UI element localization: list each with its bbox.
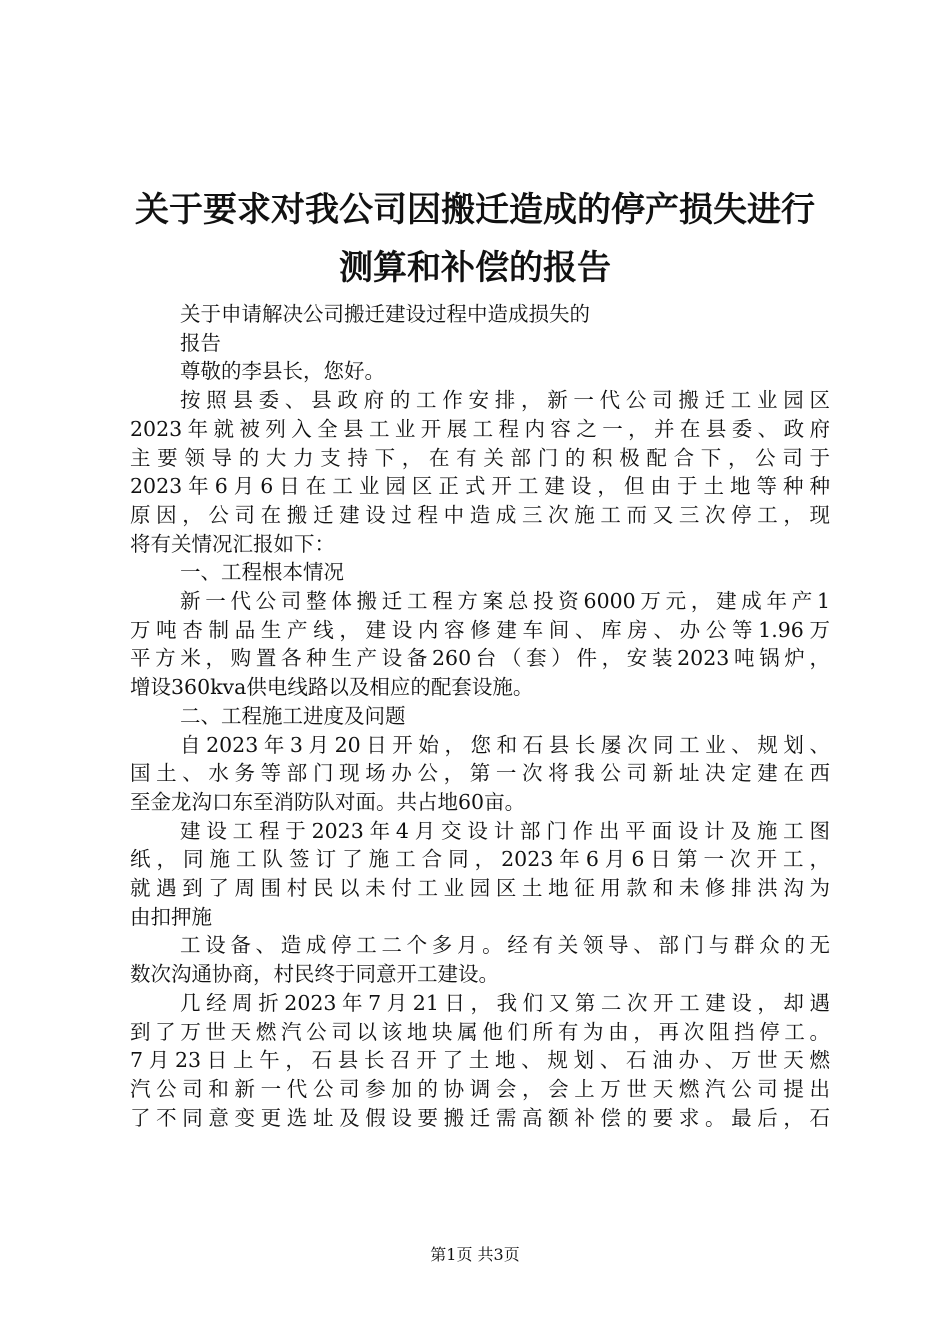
subtitle-line: 报告 xyxy=(180,330,221,355)
section-heading: 二、工程施工进度及问题 xyxy=(180,703,406,728)
salutation: 尊敬的李县长，您好。 xyxy=(180,359,385,384)
body-line: 主要领导的大力支持下，在有关部门的积极配合下，公司于 xyxy=(130,445,830,470)
body-line: 2023年6月6日在工业园区正式开工建设，但由于土地等种种 xyxy=(130,474,830,499)
body-line: 几经周折2023年7月21日，我们又第二次开工建设，却遇 xyxy=(180,990,830,1015)
body-line: 纸，同施工队签订了施工合同，2023年6月6日第一次开工， xyxy=(130,847,830,872)
body-line: 原因，公司在搬迁建设过程中造成三次施工而又三次停工，现 xyxy=(130,502,830,527)
subtitle-line: 关于申请解决公司搬迁建设过程中造成损失的 xyxy=(180,302,590,326)
body-line: 汽公司和新一代公司参加的协调会，会上万世天燃汽公司提出 xyxy=(130,1076,830,1101)
body-line: 2023年就被列入全县工业开展工程内容之一，并在县委、政府 xyxy=(130,416,830,441)
body-line: 建设工程于2023年4月交设计部门作出平面设计及施工图 xyxy=(180,818,830,843)
body-line: 由扣押施 xyxy=(130,904,212,929)
body-line: 了不同意变更选址及假设要搬迁需高额补偿的要求。最后，石 xyxy=(130,1105,830,1130)
body-line: 新一代公司整体搬迁工程方案总投资6000万元，建成年产1 xyxy=(180,589,830,614)
document-title-line-2: 测算和补偿的报告 xyxy=(339,248,611,288)
page-number-footer: 第1页 共3页 xyxy=(430,1245,520,1264)
body-line: 自2023年3月20日开始，您和石县长屡次同工业、规划、 xyxy=(180,732,830,757)
body-line: 增设360kva供电线路以及相应的配套设施。 xyxy=(130,675,534,700)
body-line: 7月23日上午，石县长召开了土地、规划、石油办、万世天燃 xyxy=(130,1048,830,1073)
document-title-line-1: 关于要求对我公司因搬迁造成的停产损失进行 xyxy=(135,190,815,230)
body-line: 平方米，购置各种生产设备260台（套）件，安装2023吨锅炉， xyxy=(130,646,830,671)
document-body xyxy=(130,300,830,1132)
body-line: 将有关情况汇报如下： xyxy=(130,531,335,556)
section-heading: 一、工程根本情况 xyxy=(180,560,344,585)
body-line: 到了万世天燃汽公司以该地块属他们所有为由，再次阻挡停工。 xyxy=(130,1019,830,1044)
body-line: 工设备、造成停工二个多月。经有关领导、部门与群众的无 xyxy=(180,933,830,958)
body-line: 就遇到了周围村民以未付工业园区土地征用款和未修排洪沟为 xyxy=(130,876,830,901)
body-line: 按照县委、县政府的工作安排，新一代公司搬迁工业园区 xyxy=(180,388,830,413)
body-line: 数次沟通协商，村民终于同意开工建设。 xyxy=(130,962,499,987)
body-line: 至金龙沟口东至消防队对面。共占地60亩。 xyxy=(130,789,526,814)
body-line: 国土、水务等部门现场办公，第一次将我公司新址决定建在西 xyxy=(130,761,830,786)
body-line: 万吨杏制品生产线，建设内容修建车间、库房、办公等1.96万 xyxy=(130,617,830,642)
